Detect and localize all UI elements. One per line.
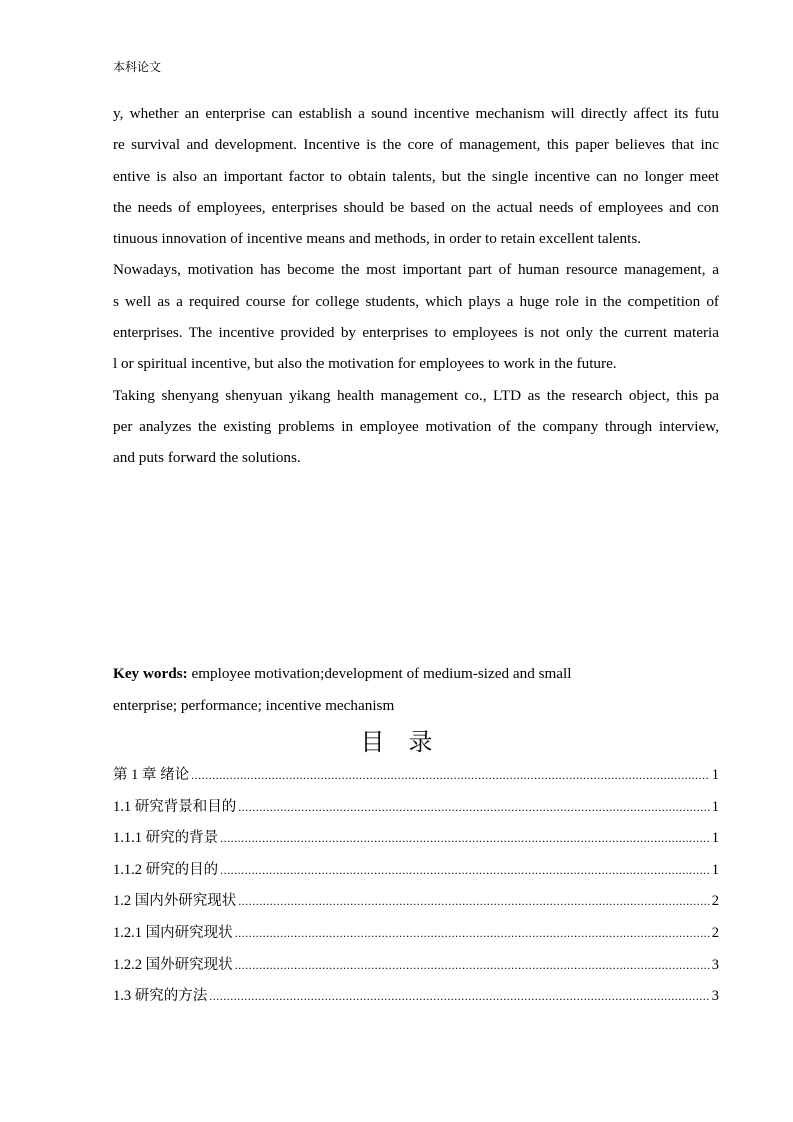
keywords-label: Key words: (113, 665, 188, 682)
toc-dot-leader (220, 823, 710, 855)
toc-dot-leader (220, 855, 710, 887)
abstract-line: per analyzes the existing problems in employee motivation of the company through interview, (113, 417, 719, 435)
abstract-body (113, 98, 719, 474)
toc-entry[interactable] (113, 855, 719, 887)
toc-dot-leader (238, 886, 710, 918)
abstract-line: y, whether an enterprise can establish a sound incentive mechanism will directly affect its futu (113, 105, 719, 122)
toc-entry[interactable] (113, 981, 719, 1013)
toc-entry-page: 3 (711, 988, 719, 1005)
abstract-line: Taking shenyang shenyuan yikang health management co., LTD as the research object, this pa (113, 386, 719, 404)
table-of-contents (113, 760, 719, 1013)
abstract-line: re survival and development. Incentive is the core of management, this paper believes that inc (113, 136, 719, 154)
toc-entry-page: 1 (711, 861, 719, 878)
keywords-block (113, 658, 719, 722)
toc-entry[interactable] (113, 886, 719, 918)
toc-title: 目 录 (360, 728, 433, 756)
abstract-line: enterprises. The incentive provided by enterprises to employees is not only the current materia (113, 324, 719, 342)
abstract-line: l or spiritual incentive, but also the motivation for employees to work in the future. (113, 355, 617, 373)
toc-dot-leader (235, 918, 710, 950)
abstract-line: the needs of employees, enterprises should be based on the actual needs of employees and con (113, 198, 719, 216)
toc-entry-label: 1.2.1 国内研究现状 (113, 924, 233, 941)
toc-entry[interactable] (113, 760, 719, 792)
abstract-line: entive is also an important factor to obtain talents, but the single incentive can no longer meet (113, 167, 719, 185)
toc-entry[interactable] (113, 792, 719, 824)
keywords-line-1 (113, 658, 719, 690)
toc-entry-label: 1.1.2 研究的目的 (113, 861, 219, 878)
toc-entry-label: 1.1 研究背景和目的 (113, 798, 237, 815)
toc-entry-page: 1 (711, 830, 719, 847)
toc-entry[interactable] (113, 950, 719, 982)
keywords-text-1: employee motivation;development of medium-sized and small (187, 665, 572, 682)
abstract-line: tinuous innovation of incentive means and methods, in order to retain excellent talents. (113, 230, 642, 248)
toc-entry[interactable] (113, 823, 719, 855)
toc-entry-label: 1.1.1 研究的背景 (113, 830, 219, 847)
toc-entry-page: 1 (711, 767, 719, 783)
toc-dot-leader (191, 760, 710, 792)
abstract-line: and puts forward the solutions. (113, 449, 301, 467)
toc-entry-label: 第 1 章 绪论 (113, 767, 190, 783)
toc-entry-page: 2 (711, 893, 719, 910)
running-header: 本科论文 (113, 60, 162, 74)
toc-entry-label: 1.3 研究的方法 (113, 988, 208, 1005)
toc-dot-leader (235, 950, 710, 982)
toc-entry-label: 1.2.2 国外研究现状 (113, 956, 233, 973)
toc-entry[interactable] (113, 918, 719, 950)
toc-dot-leader (209, 981, 710, 1013)
toc-entry-page: 1 (711, 798, 719, 815)
toc-dot-leader (238, 792, 710, 824)
abstract-line: s well as a required course for college students, which plays a huge role in the competition of (113, 292, 719, 310)
toc-entry-label: 1.2 国内外研究现状 (113, 893, 237, 910)
keywords-line-2: enterprise; performance; incentive mechanism (113, 697, 395, 714)
toc-entry-page: 3 (711, 956, 719, 973)
toc-entry-page: 2 (711, 924, 719, 941)
abstract-line: Nowadays, motivation has become the most important part of human resource management, a (113, 261, 719, 279)
